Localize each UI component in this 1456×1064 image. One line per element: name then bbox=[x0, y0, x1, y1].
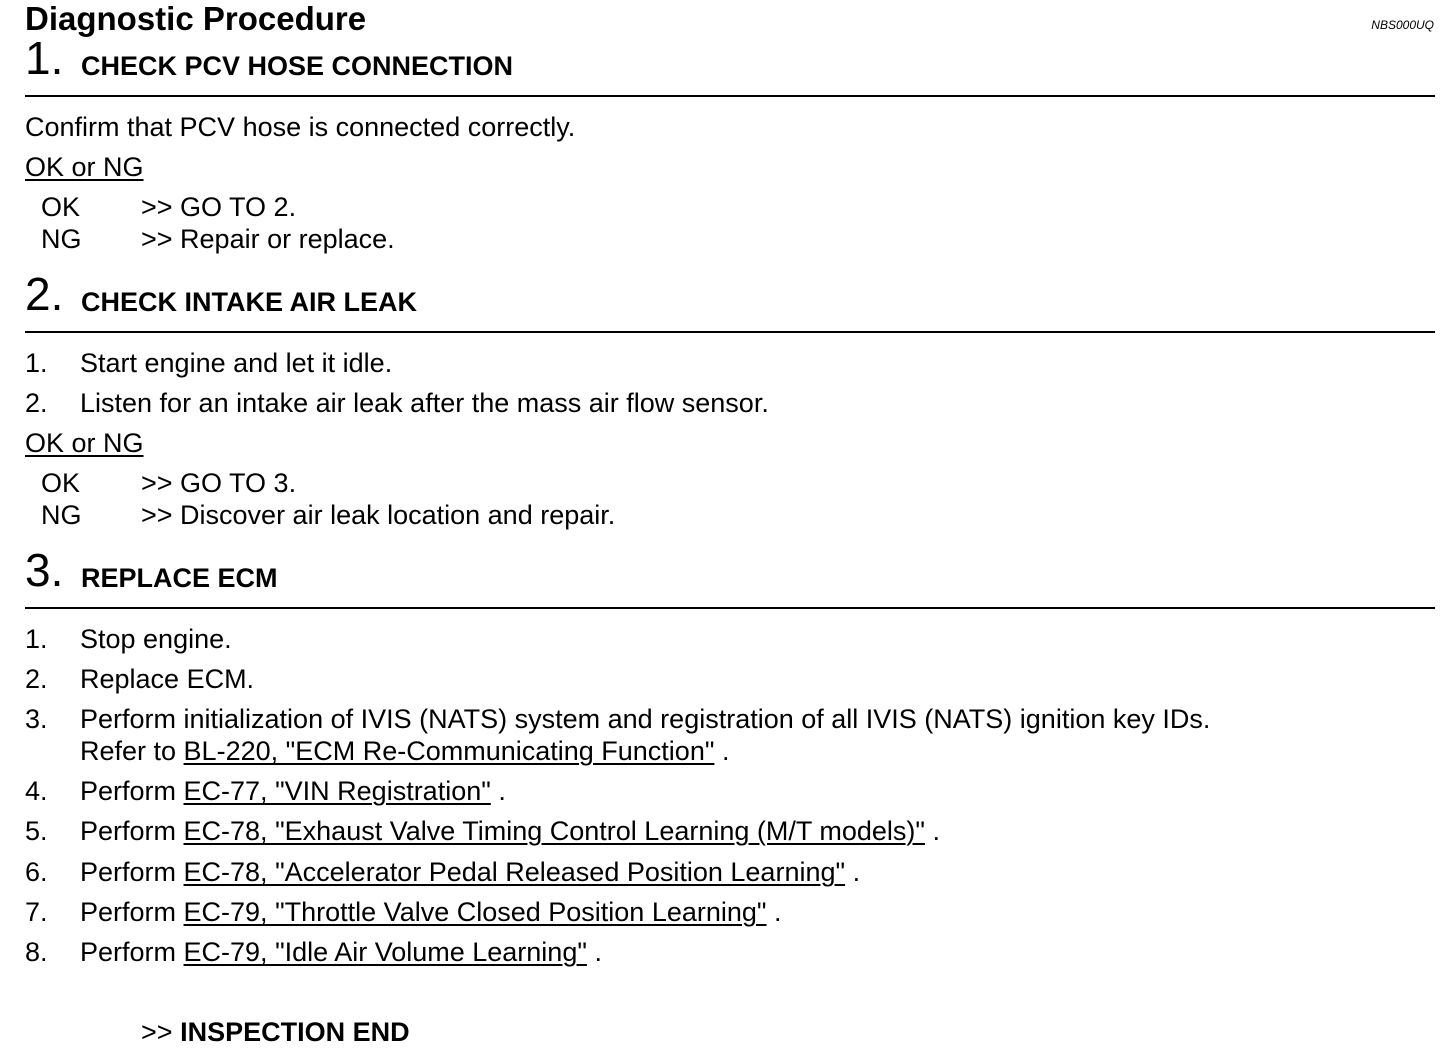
step-3-item-7-number: 7. bbox=[25, 897, 48, 927]
link-ec-79-idle-air-volume[interactable]: EC-79, "Idle Air Volume Learning" bbox=[183, 937, 587, 967]
step-3-item-8-number: 8. bbox=[25, 937, 48, 967]
item-suffix: . bbox=[490, 776, 506, 806]
step-2-result-ok-code: OK bbox=[41, 468, 81, 498]
link-ec-77-vin-registration[interactable]: EC-77, "VIN Registration" bbox=[183, 776, 491, 806]
refer-suffix: . bbox=[714, 736, 730, 766]
step-3-item-6-text bbox=[80, 856, 860, 888]
step-2-item-2-number: 2. bbox=[25, 388, 48, 418]
step-2-result-header: OK or NG bbox=[25, 428, 144, 458]
step-3-item-1-text: Stop engine. bbox=[80, 624, 232, 654]
refer-prefix: Refer to bbox=[80, 736, 184, 766]
step-1-result-ok-action: >> GO TO 2. bbox=[141, 192, 297, 222]
step-1-divider bbox=[25, 95, 1435, 97]
link-bl-220[interactable]: BL-220, "ECM Re-Communicating Function" bbox=[183, 736, 715, 766]
step-3-item-3-refer bbox=[80, 735, 729, 767]
step-2-result-ng-action: >> Discover air leak location and repair. bbox=[141, 500, 616, 530]
step-3-number: 3. bbox=[25, 544, 64, 596]
link-ec-78-accelerator-pedal[interactable]: EC-78, "Accelerator Pedal Released Position Learning" bbox=[183, 857, 846, 887]
step-3-item-2-text: Replace ECM. bbox=[80, 664, 255, 694]
step-2-item-1-number: 1. bbox=[25, 348, 48, 378]
link-ec-78-exhaust-valve-timing[interactable]: EC-78, "Exhaust Valve Timing Control Learning (M/T models)" bbox=[183, 816, 926, 846]
step-1-result-ng-action: >> Repair or replace. bbox=[141, 224, 395, 254]
step-3-item-5-number: 5. bbox=[25, 816, 48, 846]
item-prefix: Perform bbox=[80, 776, 184, 806]
step-3-item-5-text bbox=[80, 815, 940, 847]
step-1-number: 1. bbox=[25, 32, 64, 84]
step-2-item-1-text: Start engine and let it idle. bbox=[80, 348, 393, 378]
item-prefix: Perform bbox=[80, 937, 184, 967]
step-3-item-7-text bbox=[80, 896, 782, 928]
step-3-item-8-text bbox=[80, 936, 602, 968]
step-1-result-ok-code: OK bbox=[41, 192, 81, 222]
page-title: Diagnostic Procedure bbox=[25, 0, 367, 37]
document-id: NBS000UQ bbox=[1371, 18, 1434, 32]
item-suffix: . bbox=[925, 816, 941, 846]
step-3-divider bbox=[25, 607, 1435, 609]
item-suffix: . bbox=[845, 857, 861, 887]
item-prefix: Perform bbox=[80, 857, 184, 887]
item-suffix: . bbox=[586, 937, 602, 967]
step-1-title: CHECK PCV HOSE CONNECTION bbox=[81, 51, 514, 81]
step-3-item-3-text: Perform initialization of IVIS (NATS) system and registration of all IVIS (NATS) ignition key IDs. bbox=[80, 704, 1211, 734]
step-3-item-1-number: 1. bbox=[25, 624, 48, 654]
step-2-title: CHECK INTAKE AIR LEAK bbox=[81, 287, 417, 317]
step-1-result-header: OK or NG bbox=[25, 152, 144, 182]
step-2-divider bbox=[25, 331, 1435, 333]
step-2-result-ok-action: >> GO TO 3. bbox=[141, 468, 297, 498]
step-3-item-6-number: 6. bbox=[25, 857, 48, 887]
inspection-end-arrow: >> bbox=[141, 1017, 173, 1047]
step-3-item-4-number: 4. bbox=[25, 776, 48, 806]
item-suffix: . bbox=[766, 897, 782, 927]
inspection-end bbox=[141, 1016, 410, 1048]
step-1-instruction: Confirm that PCV hose is connected correctly. bbox=[25, 112, 576, 142]
item-prefix: Perform bbox=[80, 816, 184, 846]
step-2-result-ng-code: NG bbox=[41, 500, 82, 530]
step-3-item-4-text bbox=[80, 775, 506, 807]
step-1-result-ng-code: NG bbox=[41, 224, 82, 254]
step-3-title: REPLACE ECM bbox=[81, 563, 278, 593]
step-2-item-2-text: Listen for an intake air leak after the mass air flow sensor. bbox=[80, 388, 769, 418]
item-prefix: Perform bbox=[80, 897, 184, 927]
inspection-end-label: INSPECTION END bbox=[180, 1017, 410, 1047]
step-3-item-2-number: 2. bbox=[25, 664, 48, 694]
link-ec-79-throttle-valve[interactable]: EC-79, "Throttle Valve Closed Position Learning" bbox=[183, 897, 767, 927]
step-3-item-3-number: 3. bbox=[25, 704, 48, 734]
step-2-number: 2. bbox=[25, 268, 64, 320]
